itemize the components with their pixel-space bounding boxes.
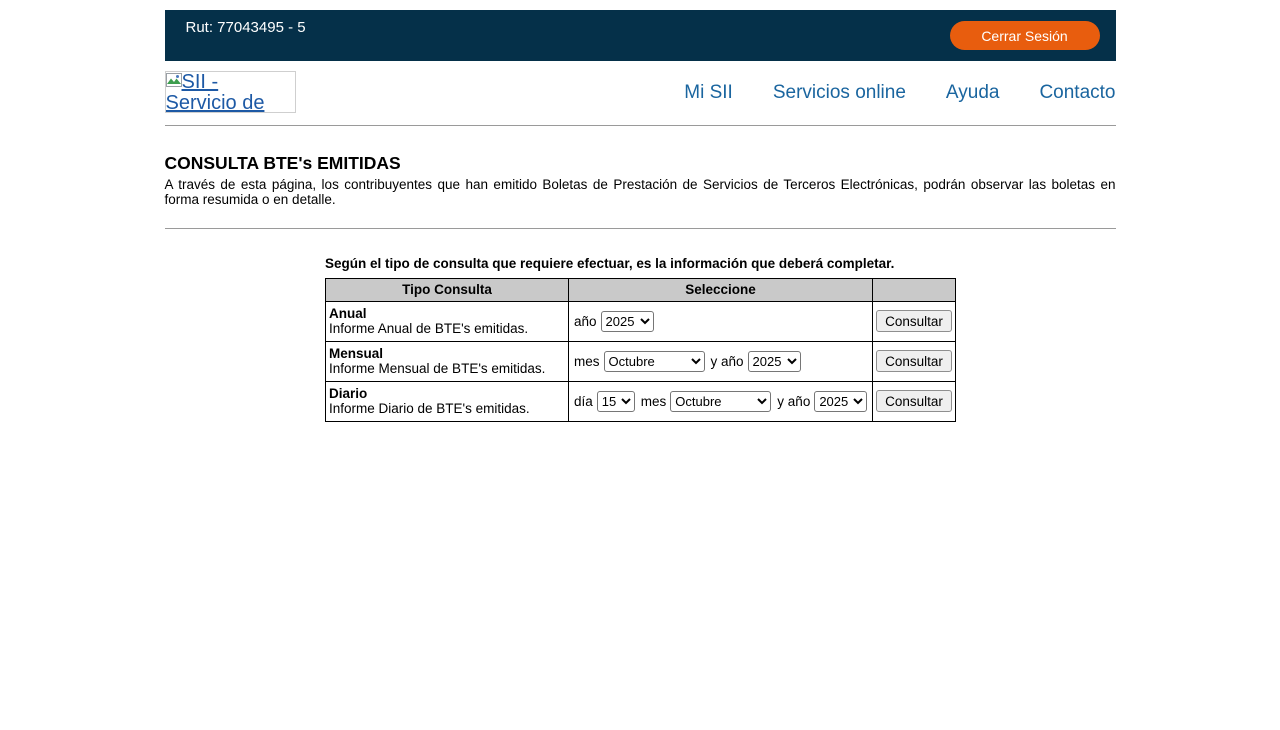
sii-logo-broken-image[interactable] [165, 71, 296, 113]
diario-consultar-button[interactable]: Consultar [876, 390, 952, 412]
seleccione-cell [569, 381, 873, 421]
tipo-consulta-cell [326, 341, 569, 381]
nav-servicios-online[interactable]: Servicios online [772, 82, 906, 103]
table-header-row [326, 278, 956, 301]
rut-label: Rut: 77043495 - 5 [185, 19, 306, 36]
page-title: CONSULTA BTE's EMITIDAS [164, 153, 401, 173]
page-content [165, 10, 1116, 422]
action-cell [873, 381, 956, 421]
tipo-consulta-cell [326, 381, 569, 421]
field-label: mes [640, 393, 667, 409]
diario-year-select[interactable] [814, 391, 867, 412]
anual-year-select[interactable] [601, 311, 654, 332]
site-header [165, 61, 1116, 125]
tipo-consulta-cell [326, 301, 569, 341]
seleccione-cell [569, 341, 873, 381]
nav-contacto[interactable]: Contacto [1039, 82, 1116, 103]
table-row-mensual [326, 341, 956, 381]
session-topbar [165, 10, 1116, 61]
field-label: año [574, 313, 597, 329]
action-cell [873, 341, 956, 381]
page-description: A través de esta página, los contribuyentes que han emitido Boletas de Prestación de Servicios de Terceros Electrónicas, podrán observar las boletas en forma resumida o en detalle. [164, 177, 1116, 207]
consulta-section [325, 256, 955, 422]
tipo-description: Informe Mensual de BTE's emitidas. [329, 361, 546, 376]
field-label: y año [777, 393, 811, 409]
tipo-description: Informe Anual de BTE's emitidas. [329, 321, 529, 336]
tipo-description: Informe Diario de BTE's emitidas. [329, 401, 530, 416]
action-cell [873, 301, 956, 341]
instruction-text: Según el tipo de consulta que requiere efectuar, es la información que deberá completar. [325, 256, 895, 271]
tipo-label: Mensual [329, 346, 384, 361]
mensual-consultar-button[interactable]: Consultar [876, 350, 952, 372]
nav-mi-sii[interactable]: Mi SII [684, 82, 733, 103]
main-nav [684, 82, 1115, 104]
tipo-label: Diario [329, 386, 368, 401]
diario-day-select[interactable] [597, 391, 635, 412]
anual-consultar-button[interactable]: Consultar [876, 310, 952, 332]
logo-alt-text: SII - Servicio de [165, 71, 265, 113]
tipo-label: Anual [329, 306, 367, 321]
header-seleccione: Seleccione [569, 278, 873, 301]
field-label: mes [574, 353, 600, 369]
mensual-month-select[interactable] [604, 351, 705, 372]
logout-button[interactable]: Cerrar Sesión [950, 21, 1100, 50]
mensual-year-select[interactable] [748, 351, 801, 372]
table-row-anual [326, 301, 956, 341]
field-label: y año [710, 353, 744, 369]
broken-image-icon [166, 72, 182, 87]
header-tipo-consulta: Tipo Consulta [326, 278, 569, 301]
seleccione-cell [569, 301, 873, 341]
nav-ayuda[interactable]: Ayuda [945, 82, 1000, 103]
field-label: día [574, 393, 593, 409]
header-divider [165, 125, 1116, 126]
table-row-diario [326, 381, 956, 421]
section-divider [165, 228, 1116, 229]
diario-month-select[interactable] [670, 391, 771, 412]
consulta-table [325, 278, 956, 422]
header-empty [873, 278, 956, 301]
